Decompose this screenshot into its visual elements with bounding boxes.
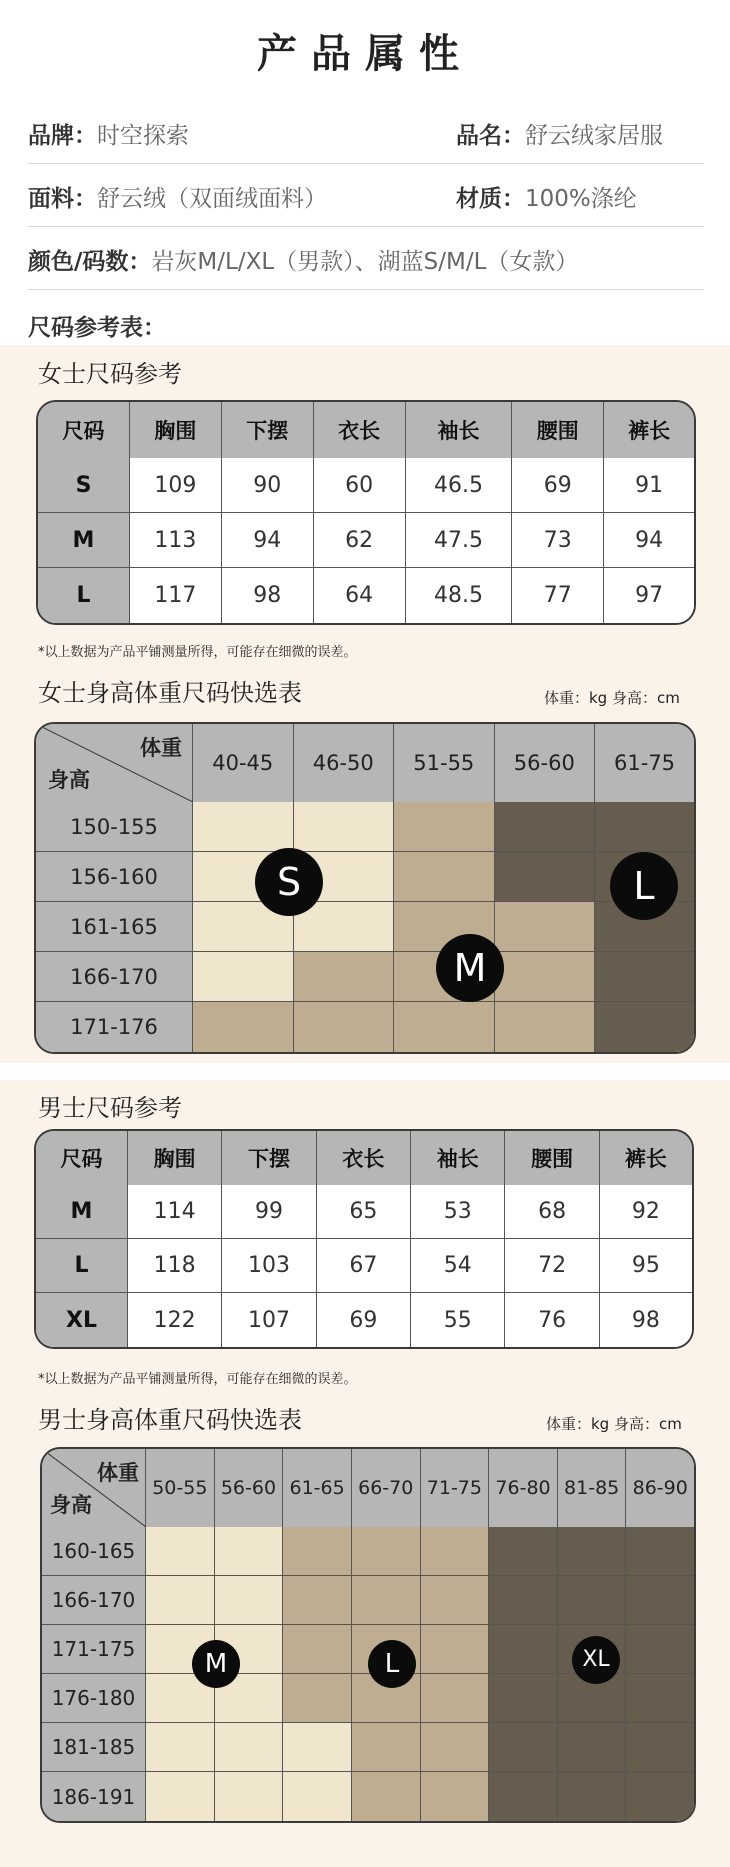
- grid-cell: [626, 1625, 694, 1674]
- weight-header: 56-60: [495, 724, 596, 802]
- size-label: M: [36, 1185, 128, 1239]
- color-size-value: 岩灰M/L/XL（男款）、湖蓝S/M/L（女款）: [151, 249, 579, 275]
- women-pick-units: 体重：kg 身高：cm: [544, 689, 680, 707]
- grid-cell: [283, 1772, 352, 1821]
- table-cell: 73: [512, 513, 604, 568]
- table-cell: 60: [314, 458, 406, 513]
- grid-cell: [283, 1674, 352, 1723]
- women-size-table: [36, 400, 696, 625]
- size-badge-xl: XL: [572, 1636, 620, 1684]
- grid-cell: [595, 802, 694, 852]
- fabric-value: 舒云绒（双面绒面料）: [97, 186, 327, 212]
- men-size-note: *以上数据为产品平铺测量所得，可能存在细微的误差。: [38, 1372, 357, 1387]
- grid-cell: [595, 1002, 694, 1052]
- col-header-hem: 下摆: [222, 402, 314, 458]
- grid-cell: [489, 1576, 558, 1625]
- col-header-size: 尺码: [36, 1131, 128, 1185]
- grid-cell: [495, 802, 596, 852]
- table-cell: 122: [128, 1293, 222, 1347]
- table-cell: 69: [317, 1293, 411, 1347]
- table-cell: 97: [604, 568, 694, 623]
- weight-header: 81-85: [558, 1449, 627, 1527]
- table-cell: 69: [512, 458, 604, 513]
- table-cell: 91: [604, 458, 694, 513]
- size-ref-label: 尺码参考表：: [28, 315, 166, 341]
- brand-attr: [28, 117, 189, 150]
- table-cell: 103: [222, 1239, 316, 1293]
- size-label: XL: [36, 1293, 128, 1347]
- women-size-note: *以上数据为产品平铺测量所得，可能存在细微的误差。: [38, 645, 357, 660]
- corner-weight-label: 体重: [140, 736, 182, 760]
- grid-cell: [146, 1723, 215, 1772]
- grid-cell: [495, 902, 596, 952]
- grid-cell: [489, 1527, 558, 1576]
- table-row: [36, 802, 694, 852]
- height-label: 181-185: [42, 1723, 146, 1772]
- women-pick-table: [34, 722, 696, 1054]
- table-row: [36, 1002, 694, 1052]
- grid-cell: [146, 1772, 215, 1821]
- col-header-chest: 胸围: [130, 402, 222, 458]
- table-cell: 109: [130, 458, 222, 513]
- grid-cell: [352, 1772, 421, 1821]
- weight-header: 66-70: [352, 1449, 421, 1527]
- weight-header: 86-90: [626, 1449, 694, 1527]
- size-badge-m: M: [436, 934, 504, 1002]
- material-attr: [456, 180, 637, 213]
- table-cell: 99: [222, 1185, 316, 1239]
- grid-cell: [352, 1576, 421, 1625]
- color-size-key: 颜色/码数：: [28, 249, 152, 275]
- height-label: 176-180: [42, 1674, 146, 1723]
- weight-header: 61-65: [283, 1449, 352, 1527]
- table-cell: 64: [314, 568, 406, 623]
- col-header-chest: 胸围: [128, 1131, 222, 1185]
- fabric-attr: [28, 180, 327, 213]
- grid-cell: [193, 802, 294, 852]
- grid-cell: [283, 1723, 352, 1772]
- table-cell: 76: [505, 1293, 599, 1347]
- grid-cell: [421, 1723, 490, 1772]
- table-row: [36, 1293, 692, 1347]
- grid-cell: [626, 1576, 694, 1625]
- grid-cell: [294, 1002, 395, 1052]
- col-header-pants-length: 裤长: [604, 402, 694, 458]
- grid-cell: [421, 1674, 490, 1723]
- table-cell: 118: [128, 1239, 222, 1293]
- table-row: [36, 852, 694, 902]
- grid-cell: [489, 1625, 558, 1674]
- color-size-attr: [28, 243, 578, 276]
- height-label: 166-170: [42, 1576, 146, 1625]
- height-label: 171-175: [42, 1625, 146, 1674]
- size-label: L: [38, 568, 130, 623]
- weight-header: 56-60: [215, 1449, 284, 1527]
- fabric-key: 面料：: [28, 186, 97, 212]
- grid-cell: [626, 1772, 694, 1821]
- table-cell: 67: [317, 1239, 411, 1293]
- women-size-title: 女士尺码参考: [38, 360, 182, 388]
- table-row: [36, 1185, 692, 1239]
- table-cell: 48.5: [406, 568, 513, 623]
- grid-cell: [626, 1674, 694, 1723]
- grid-cell: [193, 952, 294, 1002]
- table-cell: 54: [411, 1239, 505, 1293]
- grid-cell: [558, 1723, 627, 1772]
- divider: [28, 163, 704, 164]
- table-cell: 95: [600, 1239, 692, 1293]
- product-name-value: 舒云绒家居服: [525, 123, 663, 149]
- col-header-waist: 腰围: [512, 402, 604, 458]
- corner-weight-label: 体重: [97, 1461, 139, 1485]
- grid-cell: [421, 1625, 490, 1674]
- table-cell: 77: [512, 568, 604, 623]
- weight-header: 46-50: [294, 724, 395, 802]
- size-label: S: [38, 458, 130, 513]
- size-badge-l: L: [610, 852, 678, 920]
- table-cell: 62: [314, 513, 406, 568]
- height-label: 166-170: [36, 952, 193, 1002]
- divider: [28, 226, 704, 227]
- men-pick-title: 男士身高体重尺码快选表: [38, 1406, 302, 1434]
- weight-header: 76-80: [489, 1449, 558, 1527]
- grid-cell: [626, 1527, 694, 1576]
- size-badge-m: M: [192, 1640, 240, 1688]
- grid-cell: [294, 952, 395, 1002]
- height-label: 161-165: [36, 902, 193, 952]
- table-cell: 107: [222, 1293, 316, 1347]
- table-cell: 90: [222, 458, 314, 513]
- grid-cell: [146, 1576, 215, 1625]
- size-badge-s: S: [255, 848, 323, 916]
- material-key: 材质：: [456, 186, 525, 212]
- col-header-hem: 下摆: [222, 1131, 316, 1185]
- grid-cell: [352, 1527, 421, 1576]
- grid-cell: [489, 1772, 558, 1821]
- grid-cell: [215, 1527, 284, 1576]
- table-cell: 113: [130, 513, 222, 568]
- weight-header: 61-75: [595, 724, 694, 802]
- grid-cell: [394, 802, 495, 852]
- men-pick-table: [40, 1447, 696, 1823]
- grid-cell: [495, 952, 596, 1002]
- weight-header: 71-75: [421, 1449, 490, 1527]
- material-value: 100%涤纶: [525, 186, 637, 212]
- table-cell: 94: [604, 513, 694, 568]
- grid-cell: [215, 1723, 284, 1772]
- table-row: [38, 568, 694, 623]
- table-cell: 68: [505, 1185, 599, 1239]
- grid-cell: [294, 802, 395, 852]
- table-cell: 47.5: [406, 513, 513, 568]
- grid-cell: [394, 1002, 495, 1052]
- product-name-key: 品名：: [456, 123, 525, 149]
- col-header-size: 尺码: [38, 402, 130, 458]
- corner-header: [36, 724, 193, 802]
- height-label: 156-160: [36, 852, 193, 902]
- grid-cell: [352, 1723, 421, 1772]
- grid-cell: [215, 1576, 284, 1625]
- product-name-attr: [456, 117, 663, 150]
- table-cell: 98: [222, 568, 314, 623]
- size-badge-l: L: [368, 1640, 416, 1688]
- table-cell: 92: [600, 1185, 692, 1239]
- table-row: [42, 1576, 694, 1625]
- grid-cell: [626, 1723, 694, 1772]
- grid-cell: [283, 1527, 352, 1576]
- brand-value: 时空探索: [97, 123, 189, 149]
- corner-height-label: 身高: [50, 1493, 92, 1517]
- table-cell: 46.5: [406, 458, 513, 513]
- grid-cell: [394, 852, 495, 902]
- table-row: [42, 1723, 694, 1772]
- grid-cell: [421, 1576, 490, 1625]
- grid-cell: [558, 1576, 627, 1625]
- height-label: 186-191: [42, 1772, 146, 1821]
- table-row: [36, 952, 694, 1002]
- table-row: [42, 1772, 694, 1821]
- grid-cell: [421, 1527, 490, 1576]
- grid-cell: [421, 1772, 490, 1821]
- grid-cell: [495, 1002, 596, 1052]
- col-header-sleeve: 袖长: [406, 402, 513, 458]
- table-row: [36, 902, 694, 952]
- grid-cell: [193, 1002, 294, 1052]
- table-cell: 65: [317, 1185, 411, 1239]
- grid-cell: [215, 1772, 284, 1821]
- weight-header: 40-45: [193, 724, 294, 802]
- height-label: 160-165: [42, 1527, 146, 1576]
- grid-cell: [489, 1723, 558, 1772]
- table-cell: 55: [411, 1293, 505, 1347]
- brand-key: 品牌：: [28, 123, 97, 149]
- height-label: 150-155: [36, 802, 193, 852]
- grid-cell: [283, 1576, 352, 1625]
- table-cell: 114: [128, 1185, 222, 1239]
- table-row: [38, 513, 694, 568]
- table-row: [36, 1239, 692, 1293]
- col-header-pants-length: 裤长: [600, 1131, 692, 1185]
- table-cell: 53: [411, 1185, 505, 1239]
- divider: [28, 289, 704, 290]
- col-header-length: 衣长: [317, 1131, 411, 1185]
- grid-cell: [495, 852, 596, 902]
- table-cell: 72: [505, 1239, 599, 1293]
- grid-cell: [283, 1625, 352, 1674]
- grid-cell: [558, 1527, 627, 1576]
- men-size-title: 男士尺码参考: [38, 1094, 182, 1122]
- table-cell: 98: [600, 1293, 692, 1347]
- corner-header: [42, 1449, 146, 1527]
- grid-cell: [595, 952, 694, 1002]
- weight-header: 51-55: [394, 724, 495, 802]
- col-header-sleeve: 袖长: [411, 1131, 505, 1185]
- table-cell: 117: [130, 568, 222, 623]
- grid-cell: [146, 1527, 215, 1576]
- col-header-waist: 腰围: [505, 1131, 599, 1185]
- col-header-length: 衣长: [314, 402, 406, 458]
- grid-cell: [489, 1674, 558, 1723]
- table-row: [38, 458, 694, 513]
- weight-header: 50-55: [146, 1449, 215, 1527]
- table-cell: 94: [222, 513, 314, 568]
- men-size-table: [34, 1129, 694, 1349]
- size-label: L: [36, 1239, 128, 1293]
- women-pick-title: 女士身高体重尺码快选表: [38, 679, 302, 707]
- height-label: 171-176: [36, 1002, 193, 1052]
- table-row: [42, 1527, 694, 1576]
- page-title: 产品属性: [257, 31, 473, 77]
- corner-height-label: 身高: [48, 768, 90, 792]
- men-pick-units: 体重：kg 身高：cm: [546, 1415, 682, 1433]
- size-label: M: [38, 513, 130, 568]
- grid-cell: [558, 1772, 627, 1821]
